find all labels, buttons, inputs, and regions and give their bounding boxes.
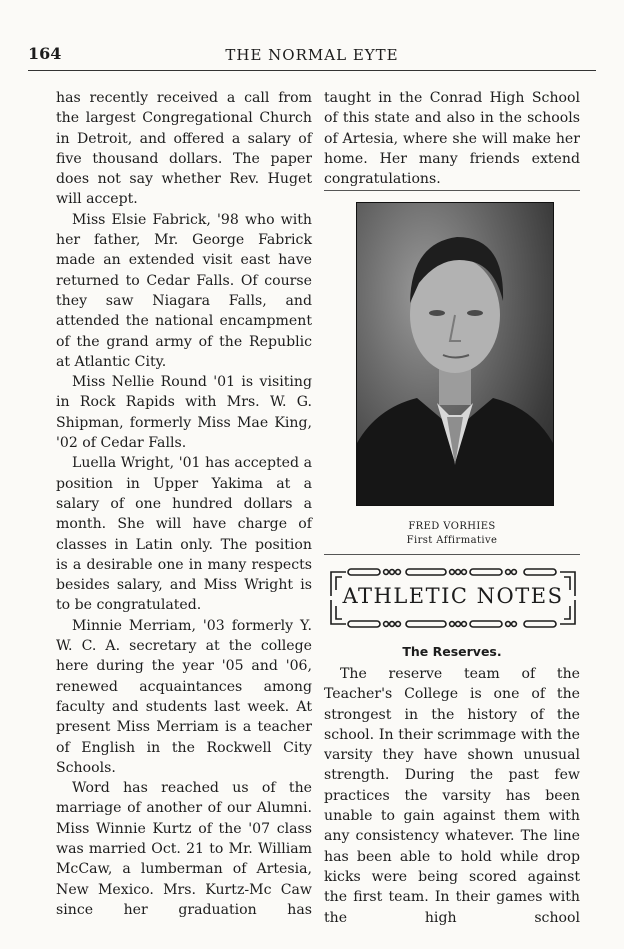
right-column-top (324, 88, 580, 189)
right-paragraph-1: taught in the Conrad High School of this state and also in the schools of Artesia, where she will make her home. Her many friends extend congratulations. (324, 90, 580, 188)
photo-caption-role: First Affirmative (406, 535, 498, 546)
portrait-photo (356, 202, 554, 506)
portrait-figure (357, 203, 553, 505)
rule-above-photo (324, 190, 580, 191)
photo-caption-name: FRED VORHIES (408, 521, 496, 532)
left-paragraph-6: Word has reached us of the marriage of another of our Alumni. Miss Winnie Kurtz of the '07 class was married Oct. 21 to Mr. William McCaw, a lumberman of Artesia, New Mexico. Mrs. Kurtz-Mc Caw since her graduation has (56, 780, 312, 918)
page-header (28, 40, 596, 70)
left-paragraph-1: has recently received a call from the largest Congregational Church in Detroit, and offered a salary of five thousand dollars. The paper does not say whether Rev. Huget will accept. (56, 90, 312, 208)
athletic-notes-banner (328, 568, 578, 628)
header-rule (28, 70, 596, 71)
left-paragraph-4: Luella Wright, '01 has accepted a position in Upper Yakima at a salary of one hundred dollars a month. She will have charge of classes in Latin only. The position is a desirable one in many respects besides salary, and Miss Wright is to be congratulated. (56, 455, 312, 614)
running-title: THE NORMAL EYTE (225, 46, 399, 64)
athletic-notes-title: ATHLETIC NOTES (342, 584, 564, 608)
rule-below-photo (324, 554, 580, 555)
page-number: 164 (28, 44, 62, 63)
left-column (56, 88, 312, 920)
section-subheading: The Reserves. (402, 644, 502, 659)
right-paragraph-2: The reserve team of the Teacher's College is one of the strongest in the history of the school. In their scrimmage with the varsity they have shown unusual strength. During the past few practices the varsity has been unable to gain against them with any consistency whatever. The line has been able to hold while drop kicks were being scored against the first team. In their games with the high school (324, 666, 580, 926)
right-column-bottom (324, 664, 580, 928)
left-paragraph-5: Minnie Merriam, '03 formerly Y. W. C. A. secretary at the college here during the year '05 and '06, renewed acquaintances among faculty and students last week. At present Miss Merriam is a teacher of English in the Rockwell City Schools. (56, 617, 312, 776)
left-paragraph-3: Miss Nellie Round '01 is visiting in Rock Rapids with Mrs. W. G. Shipman, formerly Miss Mae King, '02 of Cedar Falls. (56, 374, 312, 452)
left-paragraph-2: Miss Elsie Fabrick, '98 who with her father, Mr. George Fabrick made an extended visit east have returned to Cedar Falls. Of course they saw Niagara Falls, and attended the national encampment of the grand army of the Republic at Atlantic City. (56, 211, 312, 370)
